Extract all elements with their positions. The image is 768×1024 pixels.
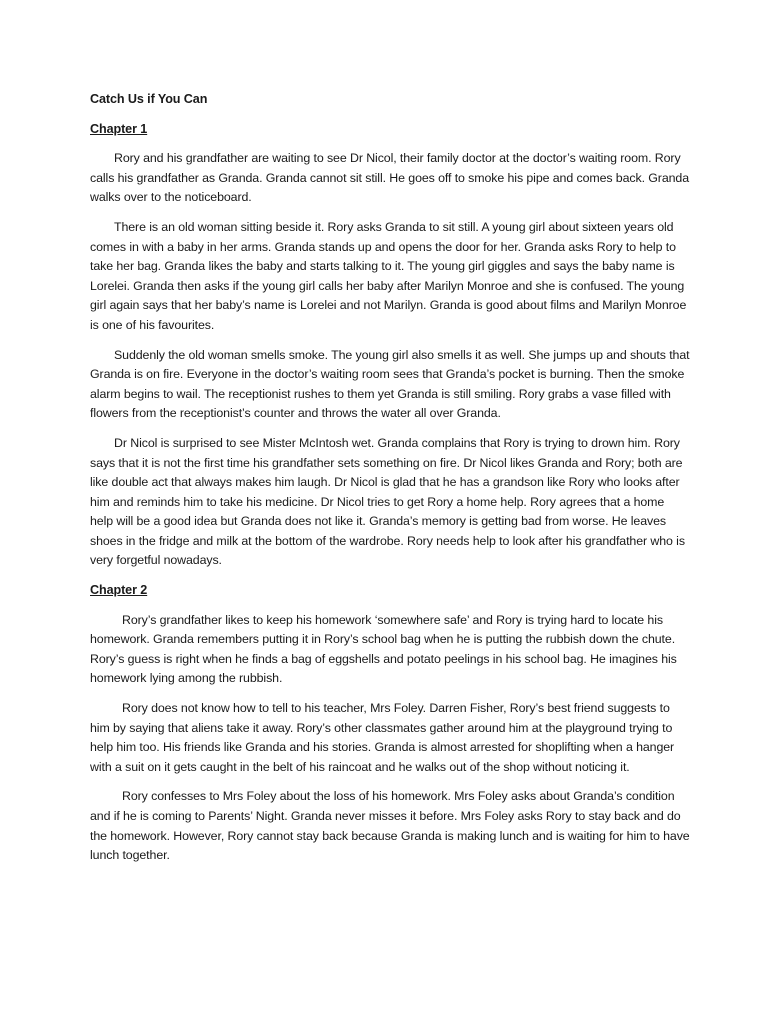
chapter-1-paragraph-2: There is an old woman sitting beside it. Rory asks Granda to sit still. A young girl about sixteen years old comes in with a baby in her arms. Granda stands up and opens the door for her. Granda asks Rory to help to take her bag. Granda likes the baby and starts talking to it. The young girl giggles and says the baby name is Lorelei. Granda then asks if the young girl calls her baby after Marilyn Monroe and she is confused. The young girl again says that her baby’s name is Lorelei and not Marilyn. Granda is good about films and Marilyn Monroe is one of his favourites. bbox=[90, 219, 687, 332]
document-body bbox=[90, 90, 690, 876]
chapter-1-paragraph-4: Dr Nicol is surprised to see Mister McIntosh wet. Granda complains that Rory is trying to drown him. Rory says that it is not the first time his grandfather sets something on fire. Dr Nicol likes Granda and Rory; both are like double act that always makes him laugh. Dr Nicol is glad that he has a grandson like Rory who looks after him and reminds him to take his medicine. Dr Nicol tries to get Rory a home help. Rory agrees that a home help will be a good idea but Granda does not like it. Granda’s memory is getting bad from worse. He leaves shoes in the fridge and milk at the bottom of the wardrobe. Rory needs help to look after his grandfather who is very forgetful nowadays. bbox=[90, 435, 685, 568]
chapter-1-paragraph-3: Suddenly the old woman smells smoke. The young girl also smells it as well. She jumps up and shouts that Granda is on fire. Everyone in the doctor’s waiting room sees that Granda’s pocket is burning. Then the smoke alarm begins to wail. The receptionist rushes to them yet Granda is still smiling. Rory grabs a vase filled with flowers from the receptionist’s counter and throws the water all over Granda. bbox=[90, 347, 690, 421]
chapter-2-paragraph-1: Rory’s grandfather likes to keep his homework ‘somewhere safe’ and Rory is trying hard to locate his homework. Granda remembers putting it in Rory’s school bag when he is putting the rubbish down the chute. Rory’s guess is right when he finds a bag of eggshells and potato peelings in his school bag. He imagines his homework lying among the rubbish. bbox=[90, 612, 677, 686]
chapter-2-paragraph-3: Rory confesses to Mrs Foley about the loss of his homework. Mrs Foley asks about Granda’s condition and if he is coming to Parents’ Night. Granda never misses it before. Mrs Foley asks Rory to stay back and do the homework. However, Rory cannot stay back because Granda is making lunch and is waiting for him to have lunch together. bbox=[90, 789, 690, 863]
document-title: Catch Us if You Can bbox=[90, 92, 208, 106]
chapter-2-paragraph-2: Rory does not know how to tell to his teacher, Mrs Foley. Darren Fisher, Rory’s best friend suggests to him by saying that aliens take it away. Rory’s other classmates gather around him at the playground trying to help him too. His friends like Granda and his stories. Granda is almost arrested for shoplifting when a hanger with a suit on it gets caught in the belt of his raincoat and he walks out of the shop without noticing it. bbox=[90, 701, 675, 774]
chapter-1-heading: Chapter 1 bbox=[90, 121, 148, 136]
chapter-1-paragraph-1: Rory and his grandfather are waiting to see Dr Nicol, their family doctor at the doctor’s waiting room. Rory calls his grandfather as Granda. Granda cannot sit still. He goes off to smoke his pipe and comes back. Granda walks over to the noticeboard. bbox=[90, 151, 689, 205]
chapter-2-heading: Chapter 2 bbox=[90, 583, 148, 598]
